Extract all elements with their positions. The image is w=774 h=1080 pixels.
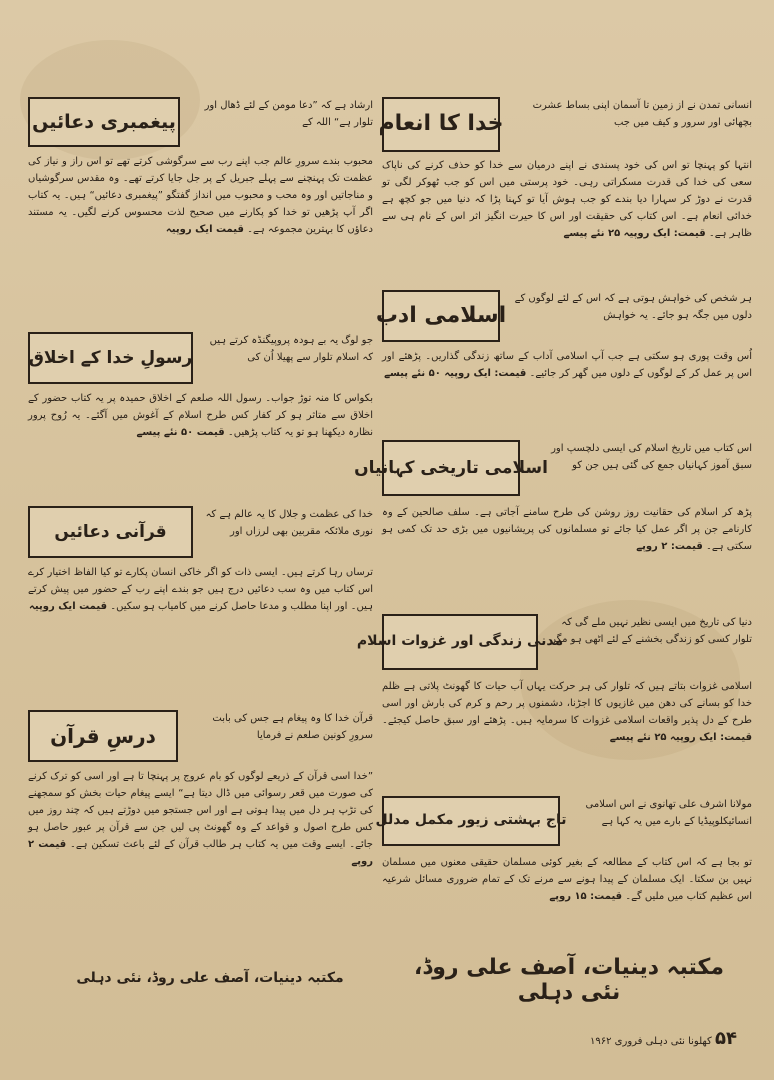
page-number — [590, 1028, 740, 1049]
ad-entry — [375, 290, 752, 430]
book-description: ترساں رہا کرتے ہیں۔ ایسی ذات کو اگر خاکی انسان پکارے تو کیا الفاظ اختیار کرے اس کتاب میں وہ سب دعائیں درج ہیں جو بندے اپنے رب کے حضور میں پیش کرتے ہیں۔ اور اپنا مطلب و مدعا حاصل کرنے میں کامیاب ہو سکیں۔ قیمت ایک روپیہ — [28, 567, 373, 612]
book-price: قیمت: ۱۵ روپے — [549, 891, 623, 902]
book-intro: ارشاد ہے کہ ”دعا مومن کے لئے ڈھال اور تلوار ہے“ اللہ کے — [204, 100, 373, 128]
ad-entry — [356, 614, 752, 764]
book-price: قیمت: ۲ روپے — [636, 541, 703, 552]
ad-entry — [354, 440, 752, 600]
book-description: محبوب بندے سرورِ عالم جب اپنے رب سے سرگوشی کرتے تھے تو اس راز و نیاز کی عظمت تک پہنچنے سے پہلے جبریل کے پر جل جایا کرتے تھے۔ وہ مقدس سرگوشیاں و مناجاتیں اور وہ محب و محبوب میں انداز گفتگو ”پیغمبری دعائیں“ ہیں۔ یہ کتاب اگر آپ پڑھیں تو خدا کو پکارنے میں صحیح لذت محسوس کرنے لگیں۔ یہ مستند دعاؤں کا بہترین مجموعہ ہے۔ قیمت ایک روپیہ — [28, 156, 373, 235]
ad-entry — [28, 710, 373, 950]
book-intro: اس کتاب میں تاریخ اسلام کی ایسی دلچسپ اور سبق آموز کہانیاں جمع کی گئی ہیں جن کو — [551, 443, 752, 471]
ad-entry — [28, 332, 373, 482]
page-number-value: ۵۴ — [714, 1028, 737, 1049]
book-price: قیمت ۲ روپے — [28, 839, 373, 867]
book-price: قیمت: ایک روپیہ ۲۵ نئے پیسے — [609, 732, 752, 743]
book-intro: قرآن خدا کا وہ پیغام ہے جس کی بابت سرورِ کونین صلعم نے فرمایا — [212, 713, 373, 741]
ad-entry — [378, 97, 752, 277]
book-title-box: خدا کا انعام — [382, 97, 500, 152]
book-description: انتہا کو پہنچا تو اس کی خود پسندی نے اپنے درمیان سے خدا کو حذف کرنے کی ناپاک سعی کی خدا کی قدرت مسکراتی رہی۔ خود پرستی میں اس کو جب ٹھوکر لگی تو قدرت نے دوڑ کر سہارا دیا بندے کو جب ہوش آیا تو کہنا پڑا کہ دنیا میں جو کچھ ہے خدائی انعام ہے۔ اس کتاب کی حقیقت اور اس کا حیرت انگیز اثر اس کے نام ہی سے ظاہر ہے۔ قیمت: ایک روپیہ ۲۵ نئے پیسے — [382, 160, 752, 239]
book-title-box: پیغمبری دعائیں — [28, 97, 180, 147]
book-description: ”خدا اسی قرآن کے ذریعے لوگوں کو بام عروج پر پہنچا تا ہے اور اسی کو ترک کرنے کی صورت میں قعر رسوائی میں ڈال دیتا ہے“ ایسے پیغام حیات بخش کو سمجھنے کی تڑپ ہر دل میں پیدا ہوتی ہے اور اس جستجو میں دوڑتے ہیں کہ چند روز میں کس طرح اصول و قواعد کے وہ گھونٹ پی لیں جن سے قرآن پر عبور حاصل ہو جائے۔ ایسے وقت میں یہ کتاب ہر طالب قرآن کے لئے باعث تسکین ہے۔ قیمت ۲ روپے — [28, 771, 373, 867]
book-description: بکواس کا منہ توڑ جواب۔ رسول اللہ صلعم کے اخلاق حمیدہ پر یہ کتاب حضور کے اخلاق سے متاثر ہو کر کفار کس طرح اسلام کے آغوش میں آگئے۔ یہ رُوح پرور نظارہ دیکھنا ہو تو یہ کتاب پڑھیں۔ قیمت ۵۰ نئے پیسے — [28, 393, 373, 438]
left-column — [28, 0, 373, 1080]
book-intro: دنیا کی تاریخ میں ایسی نظیر نہیں ملے گی کہ تلوار کسی کو زندگی بخشنے کے لئے اٹھی ہو مگر — [551, 617, 752, 645]
book-title-box: درسِ قرآن — [28, 710, 178, 762]
book-title-box: اسلامی ادب — [382, 290, 500, 342]
ad-entry — [375, 796, 752, 926]
book-price: قیمت ایک روپیہ — [165, 224, 244, 235]
right-column — [354, 0, 752, 1080]
book-description: اسلامی غزوات بتاتے ہیں کہ تلوار کی ہر حرکت یہاں آب حیات کا گھونٹ پلاتی ہے ظلم خدا کو بسانے کی دھن میں غازیوں کا اجڑنا، دشمنوں پر رحم و کرم کی بارش اور اسی طرح کے دل پذیر واقعات اسلامی غزوات کا سرمایہ ہیں۔ پڑھئے اور سبق حاصل کیجئے۔ قیمت: ایک روپیہ ۲۵ نئے پیسے — [382, 681, 752, 743]
ad-entry — [28, 506, 373, 686]
book-price: قیمت ۵۰ نئے پیسے — [136, 427, 225, 438]
book-title-box: رسولِ خدا کے اخلاق — [28, 332, 193, 384]
book-title-box: اسلامی تاریخی کہانیاں — [382, 440, 520, 496]
book-description: اُس وقت پوری ہو سکتی ہے جب آپ اسلامی آداب کے ساتھ زندگی گذاریں۔ پڑھئے اور اس پر عمل کر کے لوگوں کے دلوں میں گھر کر جائیے۔ قیمت: ایک روپیہ ۵۰ نئے پیسے — [382, 351, 752, 379]
book-intro: ہر شخص کی خواہش ہوتی ہے کہ اس کے لئے لوگوں کے دلوں میں جگہ ہو جائے۔ یہ خواہش — [514, 293, 752, 321]
book-intro: انسانی تمدن نے از زمین تا آسمان اپنی بساط عشرت بچھائی اور سرور و کیف میں جب — [532, 100, 752, 128]
book-price: قیمت: ایک روپیہ ۵۰ نئے پیسے — [384, 368, 527, 379]
book-price: قیمت ایک روپیہ — [29, 601, 108, 612]
book-intro: خدا کی عظمت و جلال کا یہ عالم ہے کہ نوری ملائکہ مقربین بھی لرزاں اور — [205, 509, 373, 537]
publisher-address-large: مکتبہ دینیات، آصف علی روڈ، نئی دہلی — [414, 955, 724, 1005]
book-intro: جو لوگ یہ بے ہودہ پروپیگنڈہ کرتے ہیں کہ اسلام تلوار سے پھیلا اُن کی — [209, 335, 373, 363]
book-price: قیمت: ایک روپیہ ۲۵ نئے پیسے — [563, 228, 706, 239]
book-description: پڑھ کر اسلام کی حقانیت روز روشن کی طرح سامنے آجاتی ہے۔ سلف صالحین کے وہ کارنامے جن پر اگر عمل کیا جائے تو مسلمانوں کی پریشانیوں میں بڑی حد تک کمی ہو سکتی ہے۔ قیمت: ۲ روپے — [382, 507, 752, 552]
book-title-box: تاج بہشتی زیور مکمل مدلل — [382, 796, 560, 846]
book-title-box: مدنی زندگی اور غزوات اسلام — [382, 614, 538, 670]
book-title-box: قرآنی دعائیں — [28, 506, 193, 558]
ad-entry — [28, 97, 373, 317]
book-description: تو بجا ہے کہ اس کتاب کے مطالعہ کے بغیر کوئی مسلمان حقیقی معنوں میں مسلمان نہیں بن سکتا۔ ایک مسلمان کے پیدا ہونے سے مرنے تک کے تمام ضروری مسائل شرعیہ اس عظیم کتاب میں ملیں گے۔ قیمت: ۱۵ روپے — [382, 857, 752, 902]
page-number-text: کھلونا نئی دہلی فروری ۱۹۶۲ — [590, 1036, 712, 1047]
book-intro: مولانا اشرف علی تھانوی نے اس اسلامی انسائیکلوپیڈیا کے بارے میں یہ کہا ہے — [585, 799, 752, 827]
publisher-address: مکتبہ دینیات، آصف علی روڈ، نئی دہلی — [76, 970, 344, 986]
